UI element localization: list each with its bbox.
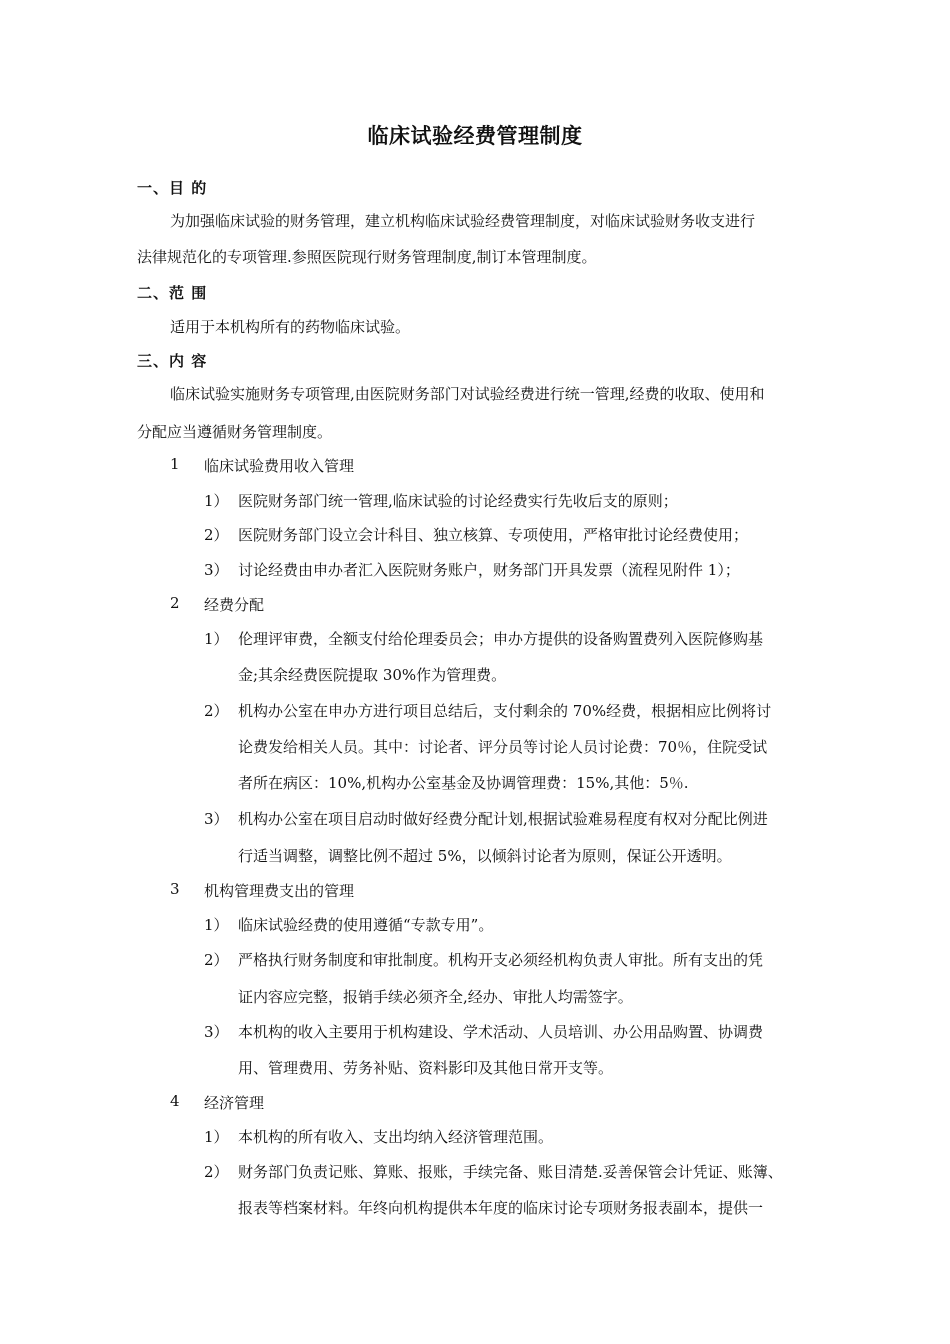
list-item-text: 金;其余经费医院提取 30%作为管理费。: [238, 666, 507, 684]
list-item-text: 行适当调整，调整比例不超过 5%，以倾斜讨论者为原则，保证公开透明。: [238, 847, 732, 865]
section-heading-scope: 二、范 围: [137, 284, 208, 302]
list-item-text: 机构办公室在项目启动时做好经费分配计划,根据试验难易程度有权对分配比例进: [238, 810, 768, 828]
list-item-text: 本机构的所有收入、支出均纳入经济管理范围。: [238, 1128, 554, 1146]
subsection-number: 4: [170, 1092, 180, 1110]
list-item-number: 2）: [204, 702, 229, 720]
section-heading-content: 三、内 容: [137, 352, 208, 370]
list-item-number: 3）: [204, 1023, 229, 1041]
list-item-text: 财务部门负责记账、算账、报账，手续完备、账目清楚.妥善保管会计凭证、账簿、: [238, 1163, 783, 1181]
list-item-text: 临床试验经费的使用遵循“专款专用”。: [238, 916, 494, 934]
scope-text: 适用于本机构所有的药物临床试验。: [170, 318, 411, 336]
list-item-text: 论费发给相关人员。其中：讨论者、评分员等讨论人员讨论费：70％，住院受试: [238, 738, 768, 756]
list-item-number: 2）: [204, 526, 229, 544]
list-item-number: 1）: [204, 630, 229, 648]
list-item-number: 1）: [204, 492, 229, 510]
list-item-text: 机构办公室在申办方进行项目总结后，支付剩余的 70%经费，根据相应比例将讨: [238, 702, 772, 720]
subsection-title-economic: 经济管理: [204, 1094, 265, 1112]
list-item-text: 本机构的收入主要用于机构建设、学术活动、人员培训、办公用品购置、协调费: [238, 1023, 764, 1041]
purpose-text-line2: 法律规范化的专项管理.参照医院现行财务管理制度,制订本管理制度。: [137, 248, 597, 266]
subsection-title-income: 临床试验费用收入管理: [204, 457, 355, 475]
section-heading-purpose: 一、目 的: [137, 179, 208, 197]
list-item-text: 伦理评审费，全额支付给伦理委员会；申办方提供的设备购置费列入医院修购基: [238, 630, 764, 648]
list-item-text: 严格执行财务制度和审批制度。机构开支必须经机构负责人审批。所有支出的凭: [238, 951, 764, 969]
subsection-number: 3: [170, 880, 180, 898]
content-intro-line2: 分配应当遵循财务管理制度。: [137, 423, 333, 441]
list-item-number: 3）: [204, 561, 229, 579]
list-item-text: 用、管理费用、劳务补贴、资料影印及其他日常开支等。: [238, 1059, 614, 1077]
list-item-text: 报表等档案材料。年终向机构提供本年度的临床讨论专项财务报表副本，提供一: [238, 1199, 764, 1217]
list-item-text: 医院财务部门统一管理,临床试验的讨论经费实行先收后支的原则；: [238, 492, 678, 510]
list-item-number: 3）: [204, 810, 229, 828]
list-item-number: 2）: [204, 951, 229, 969]
list-item-text: 证内容应完整，报销手续必须齐全,经办、审批人均需签字。: [238, 988, 633, 1006]
subsection-number: 2: [170, 594, 180, 612]
list-item-number: 2）: [204, 1163, 229, 1181]
purpose-text-line1: 为加强临床试验的财务管理，建立机构临床试验经费管理制度，对临床试验财务收支进行: [170, 212, 756, 230]
list-item-text: 讨论经费由申办者汇入医院财务账户，财务部门开具发票（流程见附件 1）；: [238, 561, 740, 579]
list-item-number: 1）: [204, 916, 229, 934]
list-item-text: 医院财务部门设立会计科目、独立核算、专项使用，严格审批讨论经费使用；: [238, 526, 749, 544]
subsection-title-management-fee: 机构管理费支出的管理: [204, 882, 355, 900]
content-intro-line1: 临床试验实施财务专项管理,由医院财务部门对试验经费进行统一管理,经费的收取、使用和: [170, 385, 765, 403]
document-title: 临床试验经费管理制度: [367, 124, 583, 148]
subsection-title-distribution: 经费分配: [204, 596, 265, 614]
list-item-number: 1）: [204, 1128, 229, 1146]
subsection-number: 1: [170, 455, 180, 473]
list-item-text: 者所在病区：10%,机构办公室基金及协调管理费：15%,其他：5％.: [238, 774, 689, 792]
